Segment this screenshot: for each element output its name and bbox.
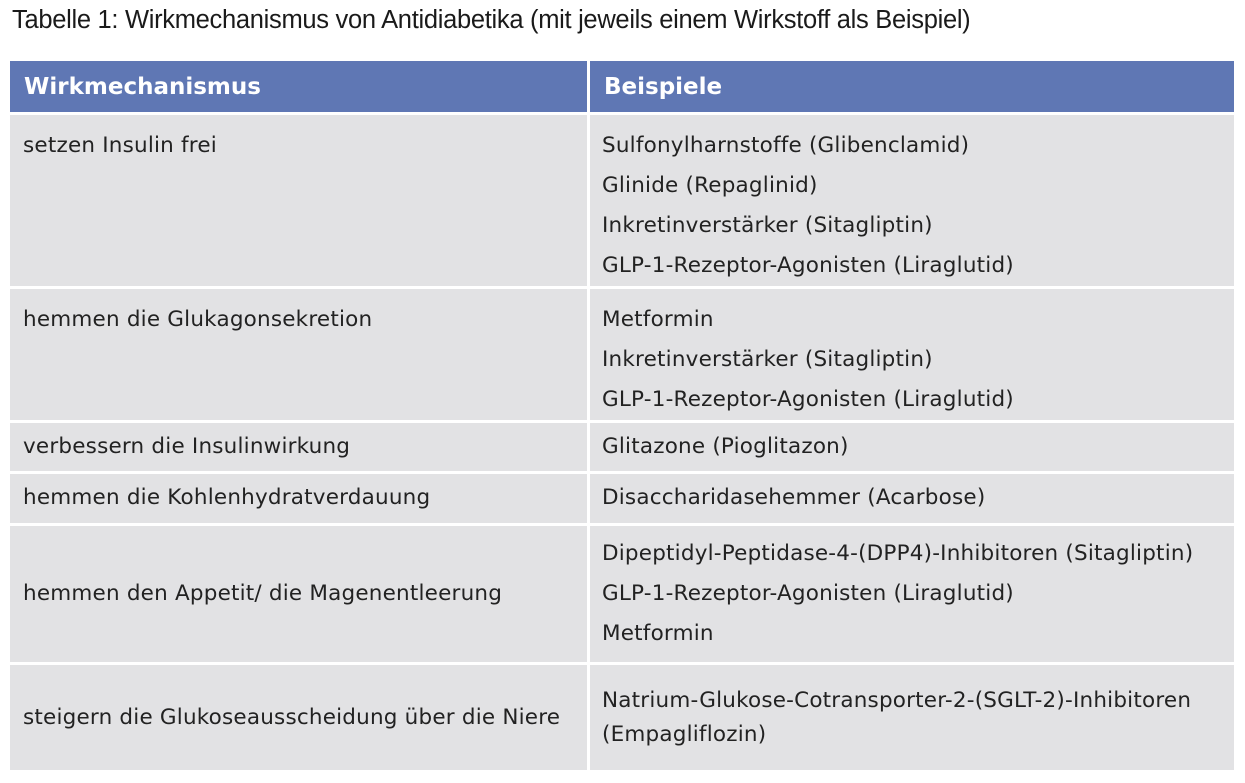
mechanism-text: setzen Insulin frei: [23, 133, 217, 158]
examples-cell: [587, 423, 1234, 474]
table-row: [10, 289, 1234, 423]
table-title: Tabelle 1: Wirkmechanismus von Antidiabetika (mit jeweils einem Wirkstoff als Beispiel): [12, 6, 971, 34]
example-text: Dipeptidyl-Peptidase-4-(DPP4)-Inhibitoren (Sitagliptin): [602, 541, 1194, 566]
example-text: Inkretinverstärker (Sitagliptin): [602, 213, 933, 238]
antidiabetika-table: [10, 61, 1234, 773]
mechanism-cell: [10, 526, 587, 665]
mechanism-text: steigern die Glukoseausscheidung über die Niere: [23, 704, 561, 730]
mechanism-cell: [10, 289, 587, 423]
mechanism-text: hemmen den Appetit/ die Magenentleerung: [23, 581, 503, 606]
table-row: [10, 665, 1234, 773]
examples-cell: [587, 665, 1234, 773]
mechanism-cell: [10, 665, 587, 773]
example-text: Metformin: [602, 621, 714, 646]
header-mechanism: Wirkmechanismus: [10, 61, 587, 115]
example-text: Natrium-Glukose-Cotransporter-2-(SGLT-2)-Inhibitoren: [602, 687, 1192, 713]
mechanism-text: hemmen die Kohlenhydratverdauung: [23, 485, 431, 510]
example-text: (Empagliflozin): [602, 721, 767, 747]
example-text: Sulfonylharnstoffe (Glibenclamid): [602, 133, 970, 158]
example-text: Inkretinverstärker (Sitagliptin): [602, 347, 933, 372]
examples-cell: [587, 289, 1234, 423]
examples-cell: [587, 115, 1234, 289]
examples-cell: [587, 474, 1234, 526]
mechanism-cell: [10, 115, 587, 289]
header-examples: Beispiele: [587, 61, 1234, 115]
mechanism-text: hemmen die Glukagonsekretion: [23, 307, 373, 332]
example-text: GLP-1-Rezeptor-Agonisten (Liraglutid): [602, 387, 1014, 412]
mechanism-cell: [10, 423, 587, 474]
example-text: Metformin: [602, 307, 714, 332]
table-row: [10, 526, 1234, 665]
example-text: Disaccharidasehemmer (Acarbose): [602, 485, 986, 510]
examples-cell: [587, 526, 1234, 665]
example-text: GLP-1-Rezeptor-Agonisten (Liraglutid): [602, 581, 1014, 606]
table-row: [10, 115, 1234, 289]
mechanism-text: verbessern die Insulinwirkung: [23, 434, 351, 459]
example-text: Glitazone (Pioglitazon): [602, 434, 849, 459]
example-text: GLP-1-Rezeptor-Agonisten (Liraglutid): [602, 253, 1014, 278]
table-row: [10, 474, 1234, 526]
example-text: Glinide (Repaglinid): [602, 173, 818, 198]
table-header-row: [10, 61, 1234, 115]
table-row: [10, 423, 1234, 474]
mechanism-cell: [10, 474, 587, 526]
